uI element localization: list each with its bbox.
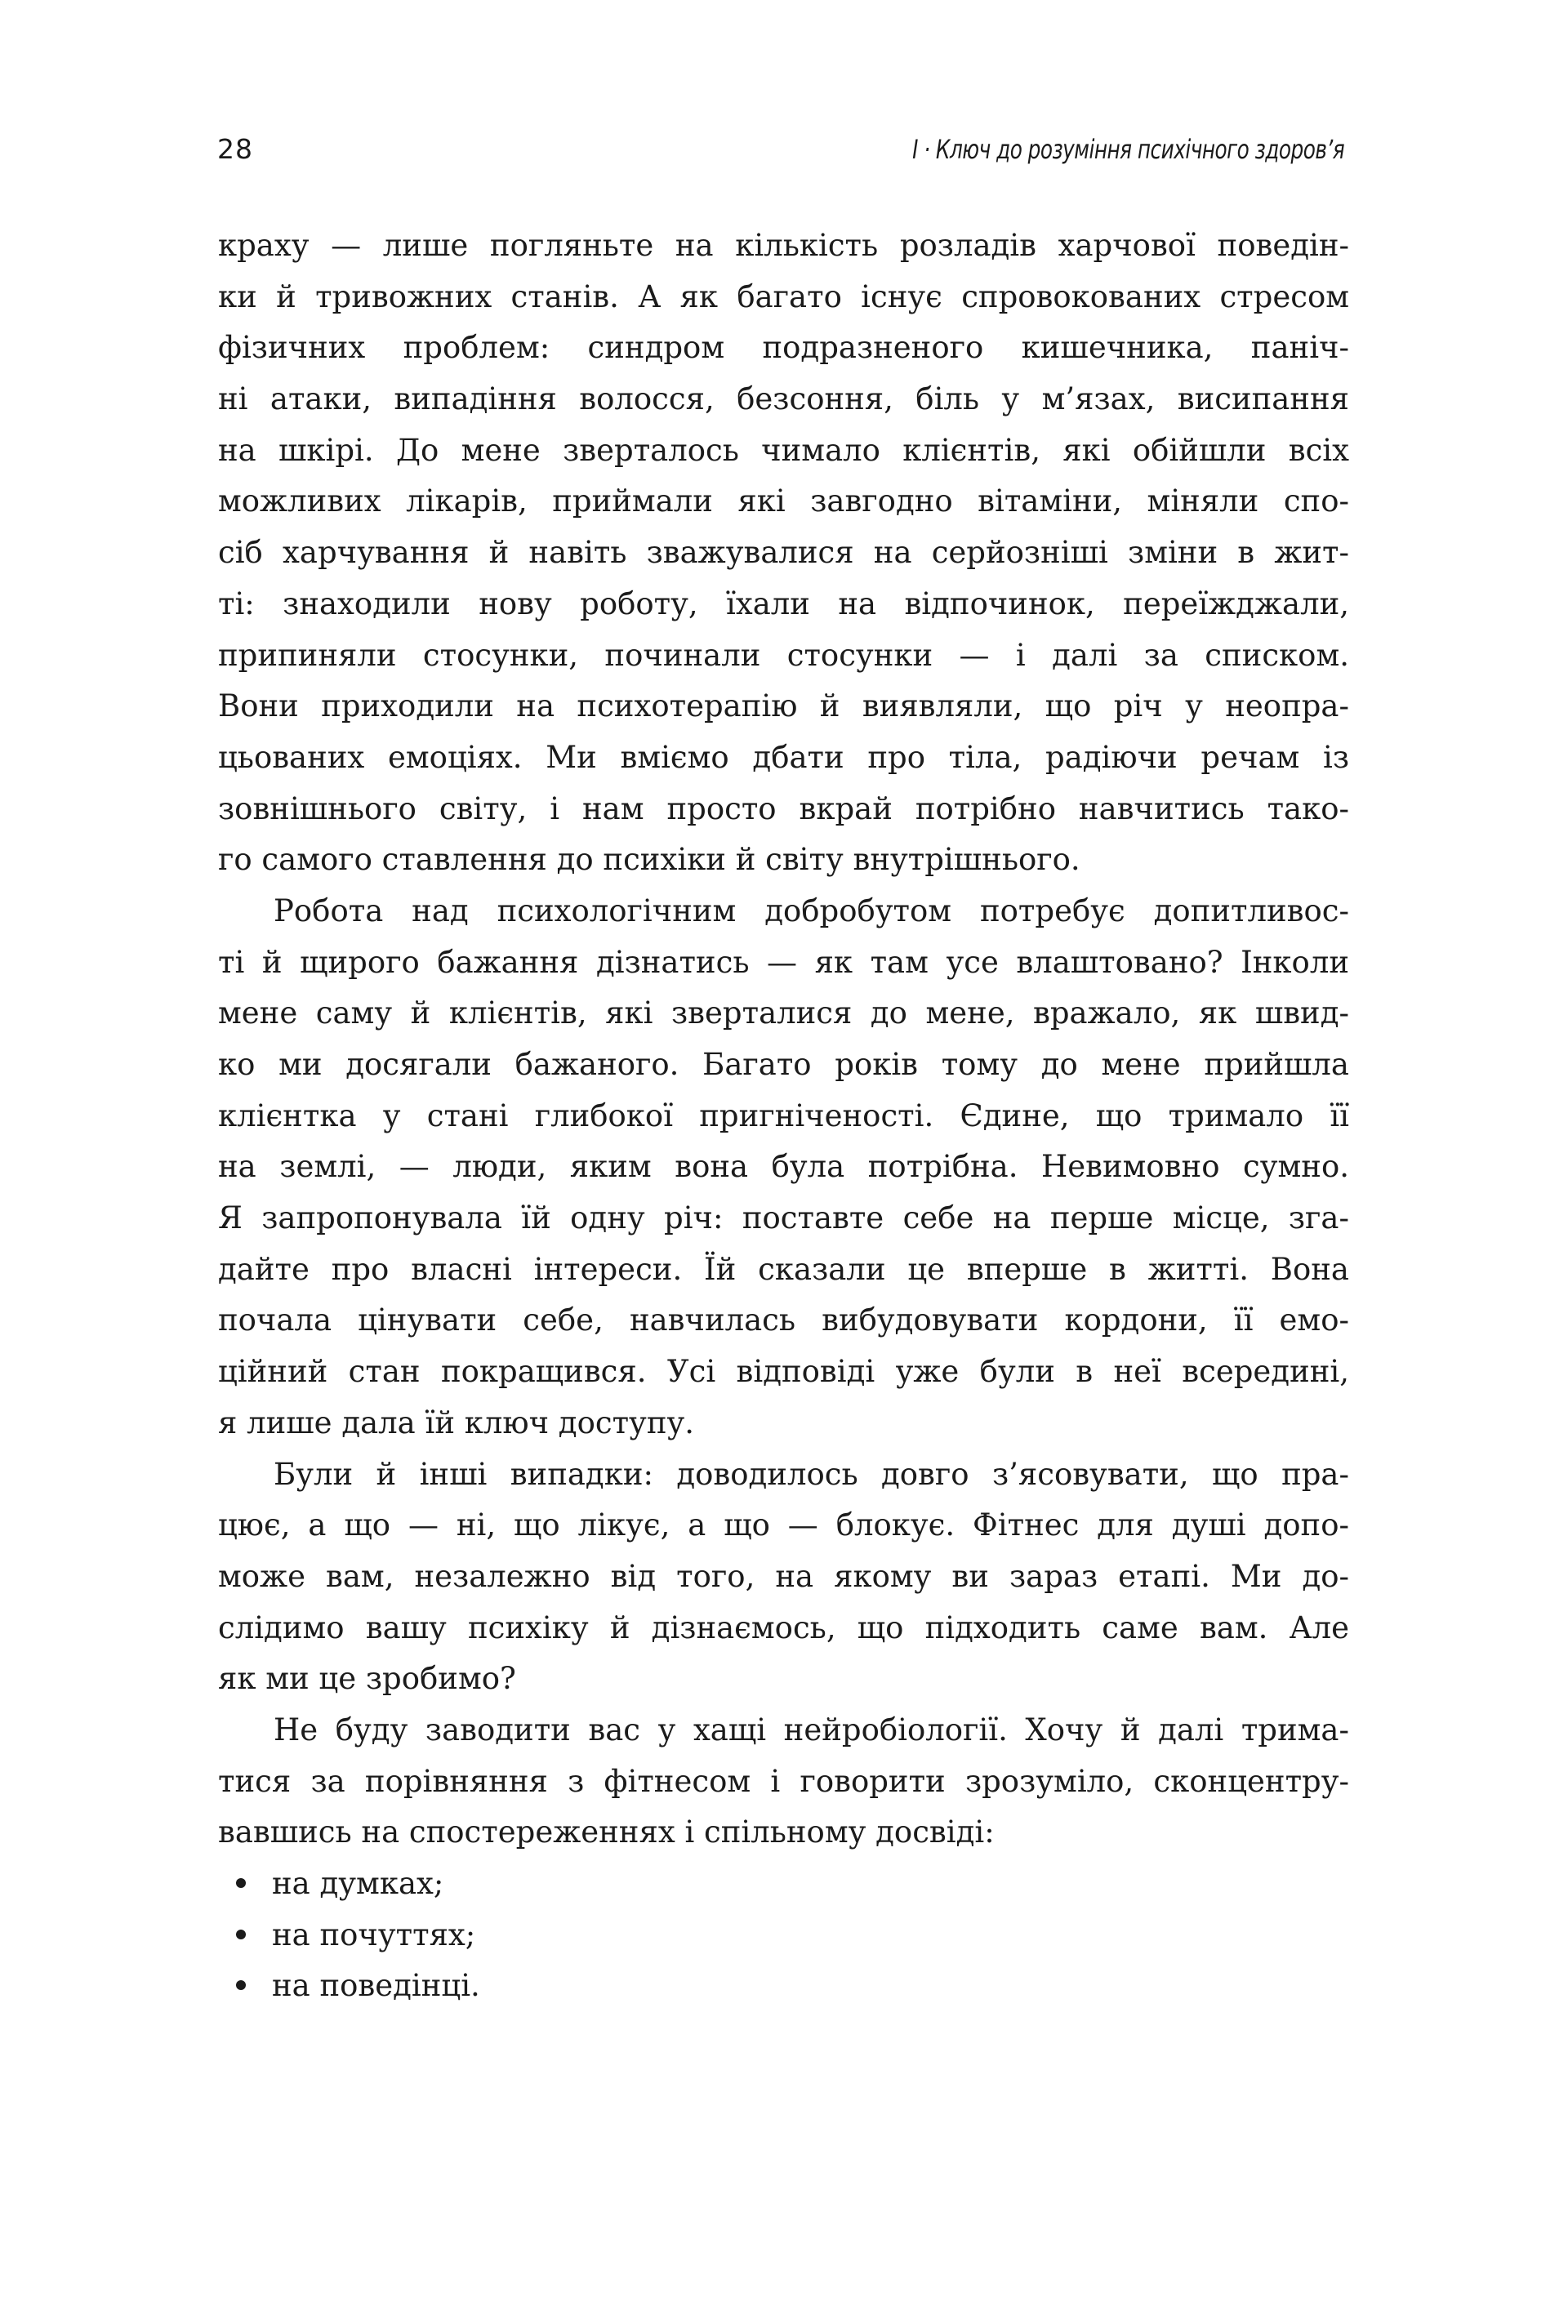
text-line: почала цінувати себе, навчилась вибудовувати кордони, її емо-	[218, 1302, 1349, 1338]
text-line: клієнтка у стані глибокої пригніченості. Єдине, що тримало її	[218, 1097, 1349, 1133]
text-line: може вам, незалежно від того, на якому ви зараз етапі. Ми до-	[218, 1558, 1349, 1594]
text-line: краху — лише погляньте на кількість розладів харчової поведін-	[218, 228, 1349, 263]
bullet-list	[218, 1859, 1349, 2012]
text-line: цьованих емоціях. Ми вміємо дбати про тіла, радіючи речам із	[218, 739, 1349, 775]
text-line: сіб харчування й навіть зважувалися на серйозніші зміни в жит-	[218, 535, 1349, 571]
text-line: можливих лікарів, приймали які завгодно вітаміни, міняли спо-	[218, 483, 1349, 519]
chapter-title: I · Ключ до розуміння психічного здоров’я	[911, 134, 1344, 165]
paragraph	[218, 1449, 1349, 1705]
page-number: 28	[217, 133, 253, 165]
text-line: вавшись на спостереженнях і спільному досвіді:	[218, 1814, 995, 1850]
text-line: на шкірі. До мене зверталось чимало клієнтів, які обійшли всіх	[218, 432, 1349, 468]
text-line: зовнішнього світу, і нам просто вкрай потрібно навчитись тако-	[218, 790, 1349, 826]
text-line: Я запропонувала їй одну річ: поставте себе на перше місце, зга-	[218, 1200, 1349, 1236]
text-line: ки й тривожних станів. А як багато існує спровокованих стресом	[218, 278, 1349, 314]
text-line: на землі, — люди, яким вона була потрібна. Невимовно сумно.	[218, 1149, 1349, 1185]
text-line: дайте про власні інтереси. Їй сказали це вперше в житті. Вона	[218, 1251, 1349, 1287]
text-line: ко ми досягали бажаного. Багато років тому до мене прийшла	[218, 1047, 1349, 1082]
text-line: ті: знаходили нову роботу, їхали на відпочинок, переїжджали,	[218, 585, 1349, 621]
list-item-text: на поведінці.	[272, 1968, 480, 2004]
running-head	[217, 129, 1348, 170]
bullet-icon	[236, 1878, 246, 1888]
paragraph	[218, 220, 1349, 886]
list-item-text: на почуттях;	[272, 1917, 476, 1952]
text-line: ційний стан покращився. Усі відповіді уже були в неї всередині,	[218, 1354, 1349, 1390]
bullet-icon	[236, 1930, 246, 1939]
text-line: го самого ставлення до психіки й світу внутрішнього.	[218, 842, 1080, 878]
text-line: припиняли стосунки, починали стосунки — і далі за списком.	[218, 637, 1349, 673]
text-line: мене саму й клієнтів, які зверталися до мене, вражало, як швид-	[218, 995, 1349, 1031]
list-item-text: на думках;	[272, 1866, 444, 1901]
paragraph	[218, 886, 1349, 1449]
paragraph	[218, 1705, 1349, 1859]
text-line: Робота над психологічним добробутом потребує допитливос-	[274, 893, 1349, 928]
text-line: фізичних проблем: синдром подразненого кишечника, паніч-	[218, 330, 1349, 366]
text-line: ні атаки, випадіння волосся, безсоння, біль у м’язах, висипання	[218, 381, 1349, 417]
list-item	[218, 1859, 1349, 1910]
text-line: ті й щирого бажання дізнатись — як там усе влаштовано? Інколи	[218, 944, 1349, 980]
text-line: Були й інші випадки: доводилось довго з’ясовувати, що пра-	[274, 1456, 1349, 1492]
body-text	[218, 220, 1349, 2012]
list-item	[218, 1910, 1349, 1961]
text-line: тися за порівняння з фітнесом і говорити зрозуміло, сконцентру-	[218, 1763, 1349, 1799]
text-line: Вони приходили на психотерапію й виявляли, що річ у неопра-	[218, 688, 1349, 724]
text-line: Не буду заводити вас у хащі нейробіології. Хочу й далі трима-	[274, 1712, 1349, 1747]
bullet-icon	[236, 1980, 246, 1990]
text-line: слідимо вашу психіку й дізнаємось, що підходить саме вам. Але	[218, 1609, 1349, 1645]
text-line: я лише дала їй ключ доступу.	[218, 1405, 695, 1440]
text-line: як ми це зробимо?	[218, 1661, 516, 1697]
text-line: цює, а що — ні, що лікує, а що — блокує. Фітнес для душі допо-	[218, 1507, 1349, 1543]
list-item	[218, 1961, 1349, 2012]
